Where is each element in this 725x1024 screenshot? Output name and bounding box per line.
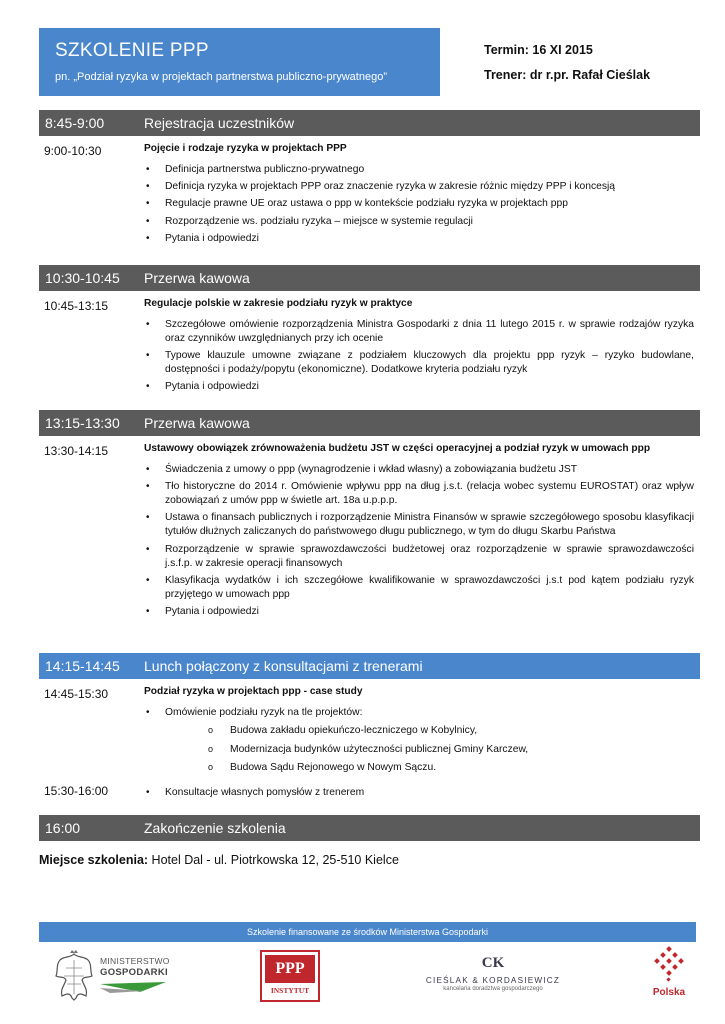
list-item: • Rozporządzenie ws. podziału ryzyka – miejsce w systemie regulacji	[144, 215, 694, 229]
venue-label: Miejsce szkolenia:	[39, 853, 149, 867]
title-box	[39, 28, 440, 96]
session-item-list	[144, 463, 694, 622]
sub-list-item: o Modernizacja budynków użyteczności publicznej Gminy Karczew,	[208, 743, 528, 757]
session-title: Ustawowy obowiązek zrównoważenia budżetu JST w części operacyjnej a podział ryzyk w umowach ppp	[144, 443, 651, 454]
case-study-list	[208, 724, 528, 780]
bar-time: 16:00	[45, 820, 81, 836]
page-title: SZKOLENIE PPP	[55, 40, 209, 61]
list-item: • Szczegółowe omówienie rozporządzenia Ministra Gospodarki z dnia 11 lutego 2015 r. w sprawie rodzajów ryzyka oraz czynników uwzględnianych przy ich ocenie	[144, 318, 694, 346]
schedule-bar-coffee-break	[39, 410, 700, 436]
session-title: Regulacje polskie w zakresie podziału ryzyk w praktyce	[144, 298, 413, 309]
list-item: • Regulacje prawne UE oraz ustawa o ppp w kontekście podziału ryzyka w projektach ppp	[144, 197, 694, 211]
law-firm-name: CIEŚLAK & KORDASIEWICZ	[425, 976, 561, 985]
list-item: • Definicja partnerstwa publiczno-prywatnego	[144, 163, 694, 177]
venue-address: Hotel Dal - ul. Piotrkowska 12, 25-510 Kielce	[148, 853, 399, 867]
term-date: Termin: 16 XI 2015	[484, 43, 593, 57]
session-item-list	[144, 163, 694, 249]
bar-label: Lunch połączony z konsultacjami z trenerami	[144, 658, 423, 674]
session-time: 13:30-14:15	[44, 444, 109, 458]
session-time: 9:00-10:30	[44, 144, 102, 158]
session-item-list	[144, 706, 694, 723]
list-item: • Omówienie podziału ryzyk na tle projektów:	[144, 706, 694, 720]
law-firm-logo	[418, 955, 568, 1000]
ppp-institute-logo	[260, 950, 320, 1002]
list-item: • Pytania i odpowiedzi	[144, 380, 694, 394]
funding-banner: Szkolenie finansowane ze środków Ministerstwa Gospodarki	[39, 922, 696, 942]
law-firm-monogram: CK	[481, 955, 505, 971]
page-subtitle: pn. „Podział ryzyka w projektach partnerstwa publiczno-prywatnego”	[55, 71, 387, 83]
polska-logo	[648, 945, 690, 1005]
trainer-name: Trener: dr r.pr. Rafał Cieślak	[484, 68, 651, 82]
bar-time: 13:15-13:30	[45, 415, 120, 431]
bar-time: 14:15-14:45	[45, 658, 120, 674]
list-item: • Pytania i odpowiedzi	[144, 232, 694, 246]
bar-time: 8:45-9:00	[45, 115, 105, 131]
ministry-logo-line1: MINISTERSTWO	[100, 956, 170, 966]
session-time: 14:45-15:30	[44, 687, 109, 701]
session-title: Pojęcie i rodzaje ryzyka w projektach PPP	[144, 143, 347, 154]
list-item: • Rozporządzenie w sprawie sprawozdawczości budżetowej oraz rozporządzenie w sprawie sprawozdawczości j.s.f.p. w zakresie operacji finansowych	[144, 543, 694, 571]
bar-label: Przerwa kawowa	[144, 415, 250, 431]
list-item: • Definicja ryzyka w projektach PPP oraz znaczenie ryzyka w zakresie różnic między PPP i koncesją	[144, 180, 694, 194]
sub-list-item: o Budowa zakładu opiekuńczo-leczniczego w Kobylnicy,	[208, 724, 528, 738]
list-item: • Świadczenia z umowy o ppp (wynagrodzenie i wkład własny) a zobowiązania budżetu JST	[144, 463, 694, 477]
bar-label: Rejestracja uczestników	[144, 115, 295, 131]
law-firm-subtitle: kancelaria doradztwa gospodarczego	[443, 986, 543, 992]
session-time: 15:30-16:00	[44, 784, 109, 798]
ppp-logo-sub: INSTYTUT	[270, 986, 310, 995]
bar-time: 10:30-10:45	[45, 270, 120, 286]
session-time: 10:45-13:15	[44, 299, 109, 313]
ministry-logo-line2: GOSPODARKI	[100, 967, 168, 978]
ppp-logo-letters: PPP	[265, 955, 315, 983]
eagle-emblem-icon	[52, 950, 96, 1002]
schedule-bar-registration	[39, 110, 700, 136]
ministry-swoosh-icon	[100, 980, 168, 994]
polska-logo-text: Polska	[652, 987, 686, 998]
list-item: • Ustawa o finansach publicznych i rozporządzenie Ministra Finansów w sprawie szczegółowego sposobu klasyfikacji tytułów dłużnych zaliczanych do państwowego długu publicznego, w tym do długu Skarbu Państwa	[144, 511, 694, 539]
list-item: • Tło historyczne do 2014 r. Omówienie wpływu ppp na dług j.s.t. (relacja wobec systemu EUROSTAT) oraz wpływ zobowiązań z umów ppp w świetle art. 18a u.p.p.p.	[144, 480, 694, 508]
list-item: • Pytania i odpowiedzi	[144, 605, 694, 619]
session-title: Podział ryzyka w projektach ppp - case study	[144, 686, 363, 697]
list-item: • Klasyfikacja wydatków i ich szczegółowe kwalifikowanie w sprawozdawczości j.s.t pod kątem podziału ryzyk przyjętego w umowach ppp	[144, 574, 694, 602]
ministry-logo	[52, 950, 170, 1002]
bar-label: Zakończenie szkolenia	[144, 820, 286, 836]
list-item: • Typowe klauzule umowne związane z podziałem kluczowych dla projektu ppp ryzyk – ryzyko budowlane, dostępności i podaży/popytu (ekonomiczne). Dodatkowe kryteria podziału ryzyk	[144, 349, 694, 377]
polska-kite-icon	[648, 945, 690, 985]
schedule-bar-lunch	[39, 653, 700, 679]
schedule-bar-coffee-break	[39, 265, 700, 291]
session-item-list	[144, 318, 694, 398]
bar-label: Przerwa kawowa	[144, 270, 250, 286]
sub-list-item: o Budowa Sądu Rejonowego w Nowym Sączu.	[208, 761, 528, 775]
list-item: • Konsultacje własnych pomysłów z trenerem	[144, 786, 694, 800]
venue-line	[39, 853, 399, 867]
session-item-list	[144, 786, 694, 803]
schedule-bar-end	[39, 815, 700, 841]
